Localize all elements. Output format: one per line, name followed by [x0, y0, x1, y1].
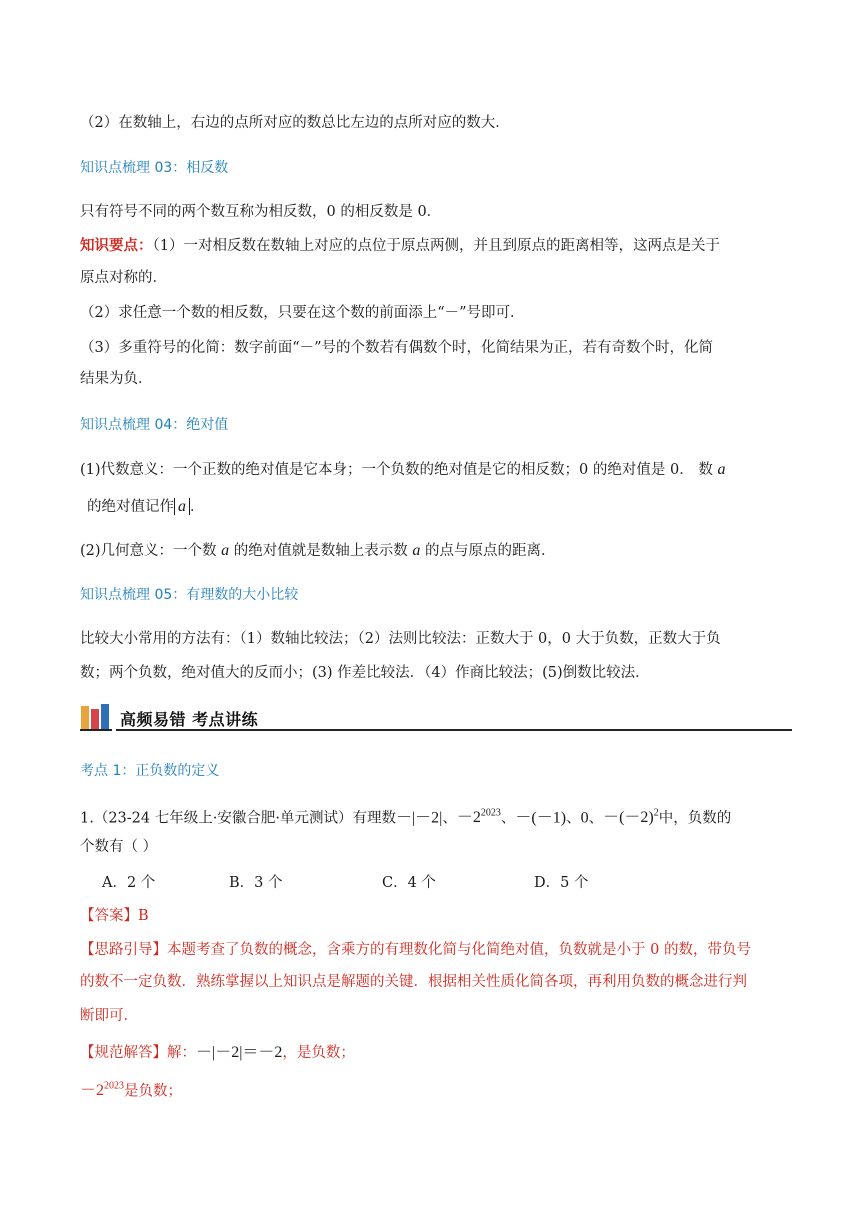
option-b[interactable]: B．3 个	[229, 875, 283, 891]
option-c[interactable]: C．4 个	[382, 875, 436, 891]
question-1-stem: 1.（23-24 七年级上·安徽合肥·单元测试）有理数－|－2|、$-2^{2023}$、－(－1)、0、$-(-2)^2$中，负数的	[80, 808, 732, 827]
key-point-3: （3）多重符号的化简：数字前面“－”号的个数若有偶数个时，化简结果为正，若有奇数个时，化简	[80, 340, 714, 356]
banner-title: 高频易错 考点讲练	[120, 710, 259, 729]
expr-neg-neg1: －(－1)	[515, 809, 567, 827]
abs-geometric-meaning: (2)几何意义：一个数 a 的绝对值就是数轴上表示数 a 的点与原点的距离．	[80, 542, 556, 559]
books-icon	[80, 703, 114, 731]
abs-notation: 的绝对值记作 a ．	[87, 498, 205, 515]
solution-label: 【规范解答】	[80, 1045, 167, 1061]
question-1-stem-cont: 个数有（ ）	[80, 839, 158, 855]
section-banner	[80, 703, 792, 733]
hint-line-3: 断即可．	[80, 1008, 138, 1024]
key-point-2: （2）求任意一个数的相反数，只要在这个数的前面添上“－”号即可．	[80, 305, 525, 321]
section-heading-04: 知识点梳理 04：绝对值	[80, 417, 229, 433]
section-heading-03: 知识点梳理 03：相反数	[80, 160, 229, 176]
option-d[interactable]: D．5 个	[534, 875, 589, 891]
solution-line-1: 【规范解答】解：－|－2|＝－2，是负数；	[80, 1044, 355, 1061]
key-point-1-cont: 原点对称的．	[80, 270, 167, 286]
key-point-label: 知识要点：	[80, 237, 153, 254]
compare-methods-1: 比较大小常用的方法有：（1）数轴比较法；（2）法则比较法：正数大于 0，0 大于负数，正数大于负	[80, 631, 721, 647]
abs-a-expression: a	[174, 498, 190, 515]
expr-neg-abs-neg2: －|－2|	[395, 809, 443, 827]
opposite-definition: 只有符号不同的两个数互称为相反数，0 的相反数是 0．	[80, 204, 442, 220]
hint-label: 【思路引导】	[80, 942, 167, 958]
kaodian-1-heading: 考点 1：正负数的定义	[80, 763, 220, 779]
opposite-rule-item-2: （2）在数轴上，右边的点所对应的数总比左边的点所对应的数大．	[80, 115, 510, 131]
section-heading-05: 知识点梳理 05：有理数的大小比较	[80, 587, 299, 603]
abs-algebraic-meaning: (1)代数意义：一个正数的绝对值是它本身；一个负数的绝对值是它的相反数；0 的绝对值是 0． 数 a	[80, 461, 726, 478]
hint-line-2: 的数不一定负数．熟练掌握以上知识点是解题的关键．根据相关性质化简各项，再利用负数的概念进行判	[80, 974, 747, 990]
compare-methods-2: 数；两个负数，绝对值大的反而小；(3) 作差比较法．（4）作商比较法；(5)倒数比较法．	[80, 665, 650, 681]
expr-neg-neg2-squared: $-(-2)^2$	[603, 808, 659, 827]
variable-a: a	[717, 461, 726, 478]
answer-line: 【答案】B	[80, 908, 149, 924]
hint-line-1: 【思路引导】本题考查了负数的概念，含乘方的有理数化简与化简绝对值，负数就是小于 0 的数，带负号	[80, 942, 751, 958]
expr-neg-2-pow-2023: $-2^{2023}$	[456, 808, 501, 827]
key-point-3-cont: 结果为负．	[80, 371, 153, 387]
option-a[interactable]: A．2 个	[102, 875, 156, 891]
solution-line-2: $-2^{2023}$是负数；	[80, 1081, 183, 1100]
key-point-1: 知识要点：（1）一对相反数在数轴上对应的点位于原点两侧，并且到原点的距离相等，这两点是关于	[80, 237, 720, 254]
expr-zero: 0	[580, 809, 589, 827]
